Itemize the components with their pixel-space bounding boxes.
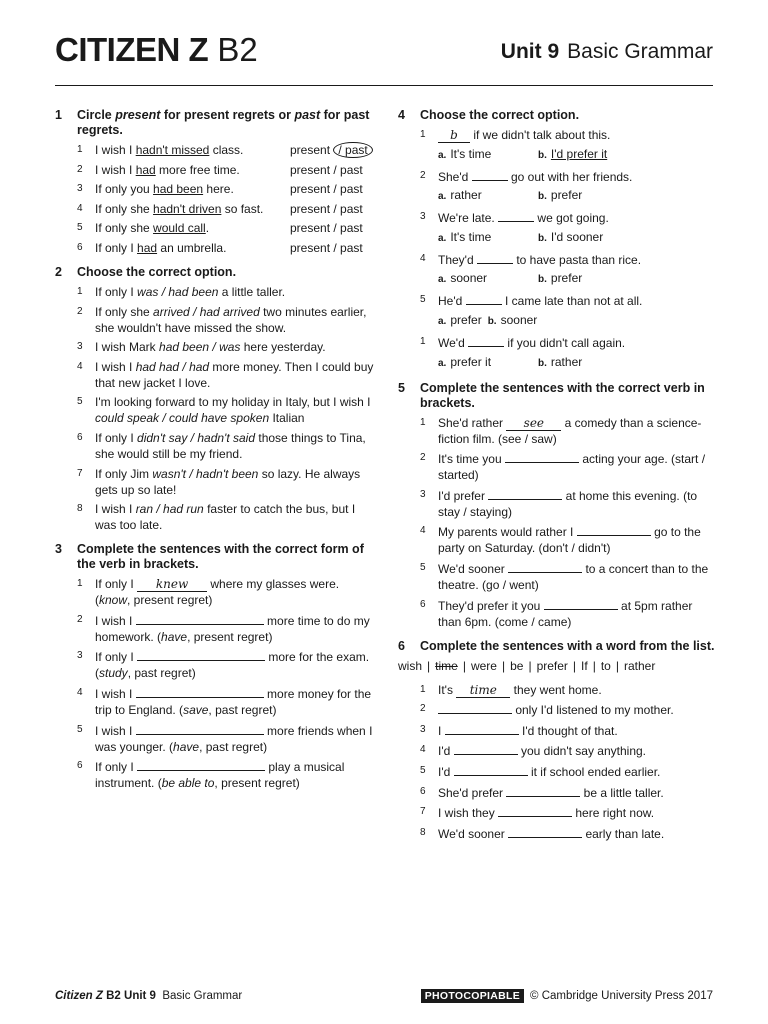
answer-options: [398, 270, 716, 288]
answer-options: [398, 354, 716, 372]
answer-blank[interactable]: [477, 251, 513, 264]
list-item: 3 I I'd thought of that.: [420, 723, 618, 738]
list-item: 5 He'd I came late than not at all.: [420, 294, 643, 309]
choice-option[interactable]: arrived / had arrived: [153, 304, 260, 319]
list-item: 6 If only I play a musical instrument. (be able to, present regret): [77, 760, 345, 791]
word-option[interactable]: time: [435, 658, 458, 673]
exercise-5: [398, 381, 716, 630]
exercise-3: [55, 542, 375, 791]
choice-option[interactable]: ran / had run: [135, 502, 204, 517]
option-a[interactable]: a. prefer it: [438, 354, 492, 369]
answer-options: [398, 187, 716, 205]
answer-blank[interactable]: b: [438, 130, 470, 143]
exercise-6-title: 6 Complete the sentences with a word from the list.: [398, 638, 715, 653]
answer-blank[interactable]: [137, 758, 265, 771]
answer-blank[interactable]: [472, 168, 508, 181]
answer-option[interactable]: present / past: [290, 221, 363, 236]
list-item: 2 I wish I more time to do my homework. (have, present regret): [77, 613, 370, 644]
answer-blank[interactable]: [445, 722, 519, 735]
answer-blank[interactable]: [577, 523, 651, 536]
list-item: 4 My parents would rather I go to the party on Saturday. (don't / didn't): [420, 525, 701, 556]
answer-option[interactable]: present / past: [290, 201, 363, 216]
word-option[interactable]: rather: [623, 658, 656, 673]
list-item: 6 If only I had an umbrella. present / past: [55, 240, 375, 256]
list-item: 4 I'd you didn't say anything.: [420, 744, 647, 759]
answer-blank[interactable]: [136, 685, 264, 698]
list-item: 7 I wish they here right now.: [420, 806, 655, 821]
word-option[interactable]: prefer: [536, 658, 568, 673]
choice-option[interactable]: had been / was: [159, 340, 241, 355]
circled-answer: / past: [333, 142, 372, 158]
list-item: 1 If only I knew where my glasses were. (know, present regret): [77, 577, 340, 608]
choice-option[interactable]: could speak / could have spoken: [95, 411, 270, 426]
answer-blank[interactable]: [136, 722, 264, 735]
answer-blank[interactable]: [137, 648, 265, 661]
exercise-3-title: 3 Complete the sentences with the correct form of the verb in brackets.: [55, 542, 364, 572]
page-header: [55, 30, 713, 74]
list-item: 5 I wish I more friends when I was younger. (have, past regret): [77, 723, 373, 754]
answer-blank[interactable]: [468, 334, 504, 347]
list-item: 8 I wish I ran / had run faster to catch the bus, but I was too late.: [77, 502, 356, 533]
list-item: 4 If only she hadn't driven so fast. present / past: [55, 201, 375, 217]
list-item: 8 We'd sooner early than late.: [420, 826, 665, 841]
exercise-1-title: 1 Circle present for present regrets or past for past regrets.: [55, 108, 370, 137]
option-a[interactable]: a. It's time: [438, 146, 492, 161]
brand-title: [55, 30, 258, 70]
answer-blank[interactable]: [506, 784, 580, 797]
list-item: 5 If only she would call. present / past: [55, 220, 375, 236]
list-item: 3 I wish Mark had been / was here yesterday.: [77, 340, 326, 355]
answer-blank[interactable]: [136, 612, 264, 625]
answer-blank[interactable]: [498, 804, 572, 817]
answer-blank[interactable]: [544, 597, 618, 610]
header-divider: [55, 85, 713, 86]
list-item: 6 If only I didn't say / hadn't said those things to Tina, she would still be my friend.: [77, 430, 366, 461]
list-item: 1 We'd if you didn't call again.: [420, 335, 626, 350]
answer-blank[interactable]: [454, 763, 528, 776]
option-b[interactable]: b. I'd prefer it: [538, 146, 608, 161]
list-item: 4 I wish I more money for the trip to England. (save, past regret): [77, 686, 372, 717]
answer-blank[interactable]: [488, 487, 562, 500]
option-a[interactable]: a. rather: [438, 188, 482, 203]
photocopiable-badge: PHOTOCOPIABLE: [421, 989, 524, 1003]
option-b[interactable]: b. I'd sooner: [538, 229, 604, 244]
list-item: 3 If only you had been here. present / past: [55, 181, 375, 197]
option-b[interactable]: b. rather: [538, 354, 583, 369]
list-item: 5 I'm looking forward to my holiday in Italy, but I wish I could speak / could have spoken Italian: [77, 395, 371, 426]
list-item: 3 If only I more for the exam. (study, past regret): [77, 650, 370, 681]
brand-level: B2: [217, 31, 258, 68]
list-item: 4 I wish I had had / had more money. Then I could buy that new jacket I love.: [77, 359, 374, 390]
list-item: 3 I'd prefer at home this evening. (to stay / staying): [420, 488, 698, 519]
choice-option[interactable]: was / had been: [137, 284, 219, 299]
answer-blank[interactable]: see: [506, 418, 561, 431]
answer-blank[interactable]: [498, 209, 534, 222]
word-option[interactable]: If: [581, 658, 588, 673]
exercise-5-title: 5 Complete the sentences with the correct verb in brackets.: [398, 380, 705, 410]
list-item: 6 They'd prefer it you at 5pm rather than 6pm. (come / came): [420, 598, 693, 629]
answer-blank[interactable]: [508, 825, 582, 838]
unit-title: [501, 40, 713, 64]
list-item: 1 She'd rather see a comedy than a science-fiction film. (see / saw): [420, 415, 702, 446]
word-option[interactable]: be: [510, 658, 524, 673]
answer-blank[interactable]: [454, 742, 518, 755]
word-list: wish | time | were | be | prefer | If | to | rather: [398, 658, 656, 673]
list-item: 2 She'd go out with her friends.: [420, 169, 633, 184]
answer-options: [398, 146, 716, 164]
answer-blank[interactable]: [505, 450, 579, 463]
choice-option[interactable]: wasn't / hadn't been: [152, 466, 259, 481]
choice-option[interactable]: had had / had: [135, 359, 210, 374]
list-item: 2 only I'd listened to my mother.: [420, 703, 674, 718]
answer-blank[interactable]: [508, 560, 582, 573]
exercise-2-title: 2 Choose the correct option.: [55, 264, 237, 279]
word-option[interactable]: were: [470, 658, 497, 673]
list-item: 5 We'd sooner to a concert than to the theatre. (go / went): [420, 561, 709, 592]
option-b[interactable]: b. prefer: [538, 188, 583, 203]
footer-title: Citizen Z B2 Unit 9 Basic Grammar: [55, 990, 243, 1002]
brand-name: CITIZEN Z: [55, 31, 209, 68]
answer-option[interactable]: present / past: [290, 162, 363, 177]
option-a[interactable]: a. It's time: [438, 229, 492, 244]
exercise-2: [55, 265, 375, 533]
unit-name: Basic Grammar: [567, 40, 713, 63]
answer-options: [398, 312, 716, 330]
list-item: 4 They'd to have pasta than rice.: [420, 252, 642, 267]
list-item: 1 If only I was / had been a little taller.: [77, 284, 286, 299]
right-column: [398, 108, 716, 851]
option-a[interactable]: a. prefer: [438, 312, 482, 327]
answer-blank[interactable]: [466, 292, 502, 305]
option-a[interactable]: a. sooner: [438, 271, 488, 286]
list-item: 2 It's time you acting your age. (start / started): [420, 452, 706, 483]
list-item: 5 I'd it if school ended earlier.: [420, 764, 661, 779]
list-item: 1 I wish I hadn't missed class. present / past: [55, 142, 375, 158]
list-item: 1 b if we didn't talk about this.: [420, 128, 611, 142]
left-column: [55, 108, 375, 800]
word-option[interactable]: wish: [398, 658, 423, 673]
unit-number: Unit 9: [500, 40, 560, 63]
word-option[interactable]: to: [600, 658, 611, 673]
answer-option[interactable]: present / past: [290, 142, 375, 158]
answer-blank[interactable]: [438, 701, 512, 714]
exercise-6: [398, 639, 716, 842]
page-footer: [55, 990, 713, 1006]
choice-option[interactable]: didn't say / hadn't said: [137, 430, 256, 445]
list-item: 2 I wish I had more free time. present / past: [55, 162, 375, 178]
answer-option[interactable]: present / past: [290, 240, 363, 255]
answer-option[interactable]: present / past: [290, 182, 363, 197]
list-item: 2 If only she arrived / had arrived two minutes earlier, she wouldn't have missed the show.: [77, 304, 367, 335]
exercise-4: [398, 108, 716, 372]
answer-blank[interactable]: time: [456, 685, 510, 698]
option-b[interactable]: b. sooner: [487, 312, 538, 327]
list-item: 7 If only Jim wasn't / hadn't been so lazy. He always gets up so late!: [77, 466, 361, 497]
answer-options: [398, 229, 716, 247]
list-item: 3 We're late. we got going.: [420, 211, 609, 226]
list-item: 6 She'd prefer be a little taller.: [420, 785, 664, 800]
exercise-1: [55, 108, 375, 256]
answer-blank[interactable]: knew: [137, 579, 207, 592]
exercise-4-title: 4 Choose the correct option.: [398, 108, 580, 122]
footer-copyright: PHOTOCOPIABLE © Cambridge University Press 2017: [421, 990, 713, 1002]
list-item: 1 It's time they went home.: [420, 682, 602, 697]
option-b[interactable]: b. prefer: [538, 271, 583, 286]
